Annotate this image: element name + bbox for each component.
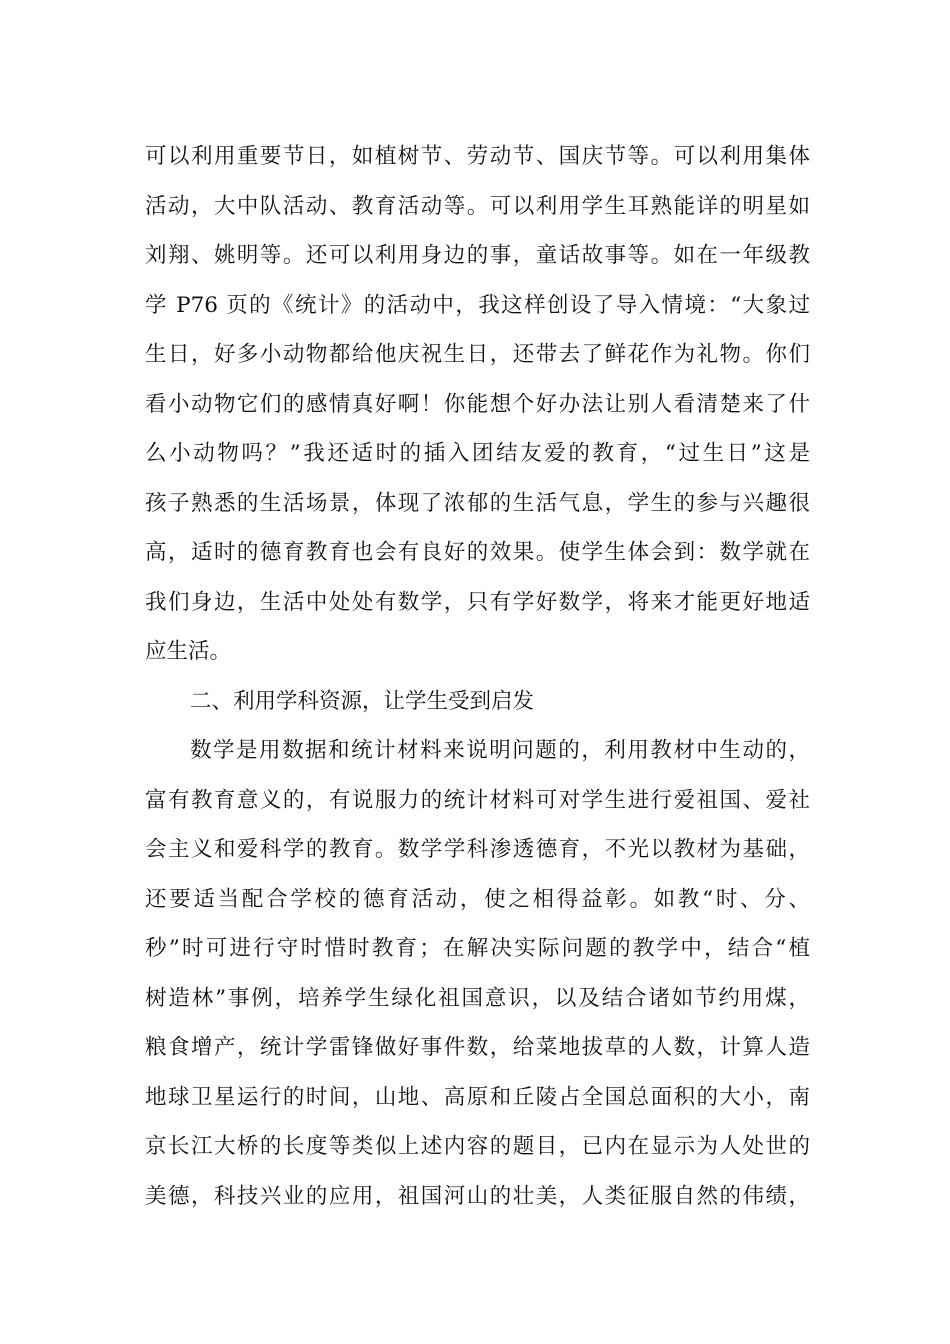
text-line: 生日，好多小动物都给他庆祝生日，还带去了鲜花作为礼物。你们 [145,342,810,367]
text-line: 高，适时的德育教育也会有良好的效果。使学生体会到：数学就在 [145,540,810,565]
text-line: 刘翔、姚明等。还可以利用身边的事，童话故事等。如在一年级教 [145,243,810,268]
text-line: 孩子熟悉的生活场景，体现了浓郁的生活气息，学生的参与兴趣很 [145,490,810,516]
text-line: 会主义和爱科学的教育。数学学科渗透德育，不光以教材为基础， [145,837,810,862]
text-line: 还要适当配合学校的德育活动，使之相得益彰。如教“时、分、 [145,886,810,912]
text-line: 地球卫星运行的时间，山地、高原和丘陵占全国总面积的大小，南 [145,1084,810,1110]
text-line: 京长江大桥的长度等类似上述内容的题目，已内在显示为人处世的 [145,1134,810,1159]
text-line: 树造林”事例，培养学生绿化祖国意识，以及结合诸如节约用煤， [145,985,810,1011]
text-line: 可以利用重要节日，如植树节、劳动节、国庆节等。可以利用集体 [145,144,810,169]
section-heading: 二、利用学科资源，让学生受到启发 [190,688,535,714]
text-line: 应生活。 [145,639,232,664]
text-line: 我们身边，生活中处处有数学，只有学好数学，将来才能更好地适 [145,589,810,615]
text-line: 么小动物吗？”我还适时的插入团结友爱的教育，“过生日”这是 [145,441,810,466]
text-line: 活动，大中队活动、教育活动等。可以利用学生耳熟能详的明星如 [145,193,810,219]
text-line: 富有教育意义的，有说服力的统计材料可对学生进行爱祖国、爱社 [145,787,810,813]
text-line: 数学是用数据和统计材料来说明问题的，利用教材中生动的， [190,738,810,763]
body-text [145,132,810,1221]
text-line: 粮食增产，统计学雷锋做好事件数，给菜地拔草的人数，计算人造 [145,1035,810,1060]
text-line: 秒”时可进行守时惜时教育；在解决实际问题的教学中，结合“植 [145,936,810,961]
text-line: 学 P76 页的《统计》的活动中，我这样创设了导入情境：“大象过 [145,292,810,318]
text-line: 美德，科技兴业的应用，祖国河山的壮美，人类征服自然的伟绩， [145,1183,810,1209]
text-line: 看小动物它们的感情真好啊！你能想个好办法让别人看清楚来了什 [145,391,810,417]
